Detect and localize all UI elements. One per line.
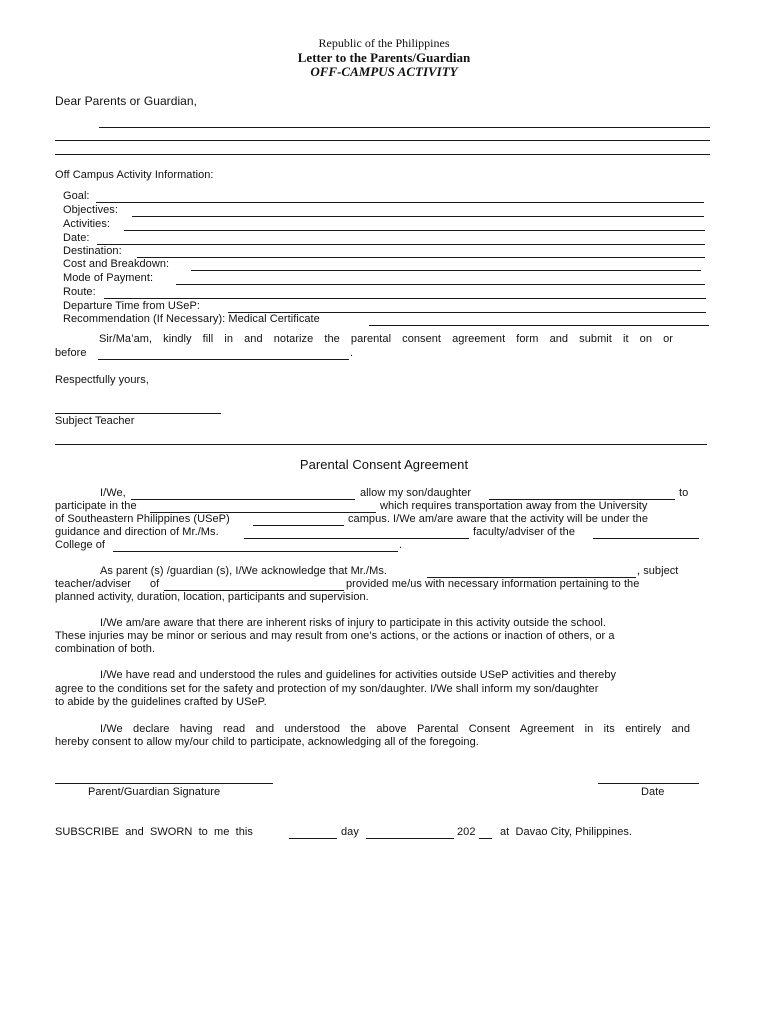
signature-date-label: Date — [641, 786, 665, 798]
p4-line2: agree to the conditions set for the safety and protection of my son/daughter. I/We shall inform my son/daughter — [55, 683, 599, 695]
field-label-date: Date: — [63, 232, 90, 244]
recommendation-field[interactable] — [369, 325, 709, 326]
route-field[interactable] — [104, 298, 706, 299]
field-label-objectives: Objectives: — [63, 204, 118, 216]
section-divider — [55, 444, 707, 445]
p2-line3: planned activity, duration, location, participants and supervision. — [55, 591, 369, 603]
p4-line1: I/We have read and understood the rules and guidelines for activities outside USeP activities and thereby — [100, 669, 617, 681]
sworn-year-prefix: 202 — [457, 826, 476, 838]
p1-iwe: I/We, — [100, 487, 126, 499]
letter-body-line-3[interactable] — [55, 154, 710, 155]
field-label-activities: Activities: — [63, 218, 111, 230]
p1-college: College of — [55, 539, 106, 551]
p1-faculty: faculty/adviser of the — [473, 526, 575, 538]
p3-line1: I/We am/are aware that there are inherent risks of injury to participate in this activity outside the school. — [100, 617, 606, 629]
salutation: Dear Parents or Guardian, — [55, 94, 197, 108]
college-field[interactable] — [113, 551, 398, 552]
sworn-month-field[interactable] — [366, 838, 454, 839]
instruction-line: Sir/Ma’am, kindly fill in and notarize the parental consent agreement form and submit it on or — [99, 333, 673, 345]
p1-period: . — [399, 539, 403, 551]
field-label-cost: Cost and Breakdown: — [63, 258, 170, 270]
p3-line3: combination of both. — [55, 643, 156, 655]
field-label-goal: Goal: — [63, 190, 90, 202]
instruction-before: before — [55, 347, 87, 359]
payment-field[interactable] — [176, 284, 705, 285]
field-label-payment: Mode of Payment: — [63, 272, 154, 284]
closing: Respectfully yours, — [55, 374, 149, 386]
date-field[interactable] — [97, 244, 705, 245]
activities-field[interactable] — [124, 230, 705, 231]
sworn-year-field[interactable] — [479, 838, 492, 839]
teacher-signature-line[interactable] — [55, 413, 221, 414]
instruction-period: . — [350, 347, 354, 359]
deadline-field[interactable] — [98, 359, 349, 360]
p1-usep-of: of Southeastern Philippines (USeP) — [55, 513, 230, 525]
letter-body-line-2[interactable] — [55, 140, 710, 141]
field-label-recommendation: Recommendation (If Necessary): Medical Certificate — [63, 313, 320, 325]
p1-requires: which requires transportation away from the University — [380, 500, 648, 512]
p2-line1: As parent (s) /guardian (s), I/We acknowledge that Mr./Ms. — [100, 565, 387, 577]
goal-field[interactable] — [96, 202, 704, 203]
faculty-name-field[interactable] — [244, 538, 469, 539]
republic-heading: Republic of the Philippines — [318, 36, 450, 50]
p2-subject: , subject — [637, 565, 679, 577]
objectives-field[interactable] — [132, 216, 704, 217]
signatory-title: Subject Teacher — [55, 415, 135, 427]
p4-line3: to abide by the guidelines crafted by USeP. — [55, 696, 267, 708]
field-label-destination: Destination: — [63, 245, 122, 257]
p1-to: to — [679, 487, 689, 499]
p1-campus: campus. I/We am/are aware that the activity will be under the — [348, 513, 648, 525]
p3-line2: These injuries may be minor or serious and may result from one’s actions, or the actions or inaction of others, or a — [55, 630, 615, 642]
sworn-day-label: day — [341, 826, 359, 838]
sworn-place: at Davao City, Philippines. — [500, 826, 633, 838]
consent-title: Parental Consent Agreement — [299, 457, 469, 472]
p5-line2: hereby consent to allow my/our child to participate, acknowledging all of the foregoing. — [55, 736, 479, 748]
p2-teacher: teacher/adviser — [55, 578, 131, 590]
letter-title: Letter to the Parents/Guardian — [297, 50, 471, 65]
letter-body-line-1[interactable] — [99, 127, 710, 128]
field-label-departure: Departure Time from USeP: — [63, 300, 200, 312]
destination-field[interactable] — [137, 257, 705, 258]
parent-signature-label: Parent/Guardian Signature — [88, 786, 221, 798]
adviser-of-field[interactable] — [593, 538, 699, 539]
activity-title: OFF-CAMPUS ACTIVITY — [310, 64, 458, 79]
p1-participate: participate in the — [55, 500, 137, 512]
info-heading: Off Campus Activity Information: — [55, 169, 214, 181]
field-label-route: Route: — [63, 286, 96, 298]
parent-name-field[interactable] — [131, 499, 355, 500]
p5-line1: I/We declare having read and understood the above Parental Consent Agreement in its entirely and — [100, 723, 690, 735]
campus-field[interactable] — [253, 525, 344, 526]
sworn-subscribe: SUBSCRIBE and SWORN to me this — [55, 826, 253, 838]
parent-signature-line[interactable] — [55, 783, 273, 784]
p1-allow: allow my son/daughter — [360, 487, 472, 499]
signature-date-line[interactable] — [598, 783, 699, 784]
cost-field[interactable] — [191, 270, 701, 271]
sworn-day-field[interactable] — [289, 838, 337, 839]
p2-provided: provided me/us with necessary information pertaining to the — [346, 578, 640, 590]
p2-of: of — [150, 578, 160, 590]
p1-guidance: guidance and direction of Mr./Ms. — [55, 526, 219, 538]
